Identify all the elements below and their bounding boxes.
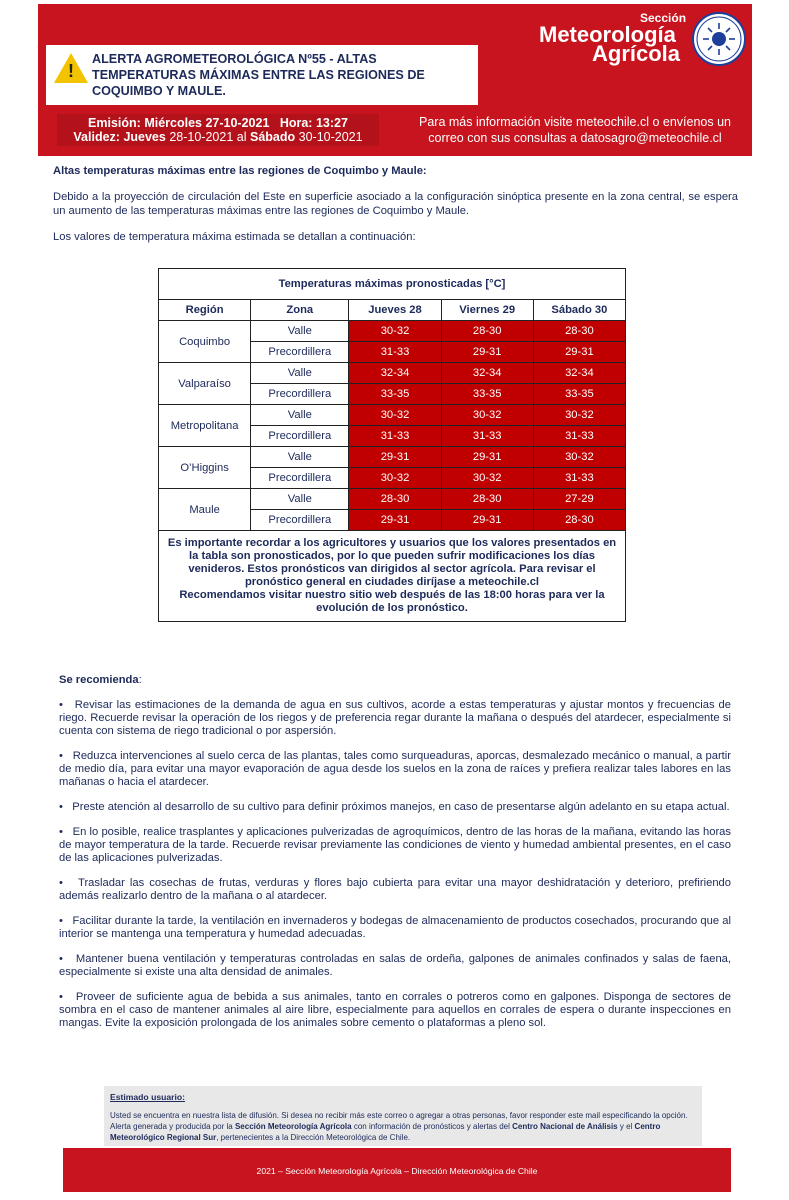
value-cell: 28-30	[533, 510, 625, 531]
values-intro: Los valores de temperatura máxima estimada se detallan a continuación:	[53, 231, 416, 243]
emission-line	[57, 116, 379, 130]
recommendation-text: Proveer de suficiente agua de bebida a sus animales, tanto en corrales o potreros como en galpones. Disponga de sectores de sombra en el caso de mantener animales al aire libre, especialmente para aquellos en corrales de espera o durante inspecciones en mangas. Evite la exposición prolongada de los animales sobre cemento o plataformas a pleno sol.	[59, 991, 731, 1029]
dmc-seal-icon	[694, 14, 744, 64]
notice-bold-2: Centro Nacional de Análisis	[512, 1122, 618, 1131]
value-cell: 31-33	[533, 426, 625, 447]
value-cell: 30-32	[441, 405, 533, 426]
value-cell: 30-32	[349, 468, 441, 489]
footer-text: 2021 – Sección Meteorología Agrícola – Dirección Meteorológica de Chile	[256, 1166, 538, 1176]
dmc-seal-logo	[692, 12, 746, 66]
zone-cell: Valle	[251, 405, 349, 426]
value-cell: 31-33	[349, 342, 441, 363]
region-cell: Valparaíso	[159, 363, 251, 405]
value-cell: 32-34	[441, 363, 533, 384]
intro-paragraph: Debido a la proyección de circulación del Este en superficie asociado a la configuración sinóptica presente en la zona central, se espera un aumento de las temperaturas máximas entre las regiones de Coquimbo y Maule.	[53, 191, 738, 217]
header-day-3: Sábado 30	[533, 300, 625, 321]
recommendations-section	[59, 674, 731, 1042]
recommendations-heading	[59, 674, 731, 687]
value-cell: 30-32	[441, 468, 533, 489]
validity-from-day: Jueves	[123, 130, 166, 144]
zone-cell: Valle	[251, 321, 349, 342]
emission-date: Miércoles 27-10-2021	[144, 116, 270, 130]
zone-cell: Precordillera	[251, 426, 349, 447]
alert-title: ALERTA AGROMETEOROLÓGICA Nº55 - ALTAS TEMPERATURAS MÁXIMAS ENTRE LAS REGIONES DE COQUIMBO Y MAULE.	[92, 52, 425, 98]
value-cell: 31-33	[349, 426, 441, 447]
intro-section	[53, 164, 738, 256]
emission-validity-box	[57, 114, 379, 146]
recommendation-item: • Mantener buena ventilación y temperaturas controladas en salas de ordeña, galpones de animales confinados y salas de faena, especialmente si existe una alta densidad de animales.	[59, 953, 731, 978]
brand-meteorologia: Meteorología	[539, 22, 676, 47]
contact-info-box	[408, 114, 742, 148]
recommendation-item: • Preste atención al desarrollo de su cultivo para definir próximos manejos, en caso de presentarse algún adelanto en su etapa actual.	[59, 801, 730, 813]
region-cell: Metropolitana	[159, 405, 251, 447]
value-cell: 30-32	[533, 447, 625, 468]
value-cell: 33-35	[349, 384, 441, 405]
validity-to-date: 30-10-2021	[298, 130, 363, 144]
zone-cell: Precordillera	[251, 384, 349, 405]
table-row	[159, 363, 626, 384]
value-cell: 31-33	[533, 468, 625, 489]
zone-cell: Valle	[251, 489, 349, 510]
value-cell: 28-30	[441, 321, 533, 342]
zone-cell: Precordillera	[251, 468, 349, 489]
recommendation-text: Mantener buena ventilación y temperaturas controladas en salas de ordeña, galpones de animales confinados y salas de faena, especialmente si existe una alta densidad de animales.	[59, 953, 731, 978]
notice-bold-3: Centro Meteorológico Regional Sur	[110, 1122, 661, 1142]
table-note-text: Es importante recordar a los agricultores y usuarios que los valores presentados en la tabla son pronosticados, por lo que pueden sufrir modificaciones los días venideros. Estos pronósticos van dirigidos al sector agrícola. Para revisar el pronóstico general en ciudades diríjase a meteochile.cl	[167, 537, 617, 588]
value-cell: 30-32	[533, 405, 625, 426]
value-cell: 30-32	[349, 321, 441, 342]
zone-cell: Precordillera	[251, 510, 349, 531]
validity-label: Validez:	[73, 130, 120, 144]
validity-from-date: 28-10-2021	[169, 130, 234, 144]
table-title: Temperaturas máximas pronosticadas [°C]	[159, 269, 626, 300]
value-cell: 30-32	[349, 405, 441, 426]
table-row	[159, 321, 626, 342]
value-cell: 29-31	[441, 510, 533, 531]
contact-info-text: Para más información visite meteochile.cl o envíenos un correo con sus consultas a datosagro@meteochile.cl	[419, 115, 731, 145]
zone-cell: Valle	[251, 363, 349, 384]
user-notice-box	[104, 1086, 702, 1146]
recommendation-text: Trasladar las cosechas de frutas, verduras y flores bajo cubierta para evitar una mayor deshidratación y deterioro, prefiriendo además realizarlo dentro de la mañana o al atardecer.	[59, 877, 731, 902]
value-cell: 29-31	[349, 510, 441, 531]
value-cell: 29-31	[349, 447, 441, 468]
table-note-recommendation: Recomendamos visitar nuestro sitio web después de las 18:00 horas para ver la evolución de los pronóstico.	[179, 589, 605, 614]
header-day-2: Viernes 29	[441, 300, 533, 321]
table-row	[159, 405, 626, 426]
value-cell: 28-30	[349, 489, 441, 510]
zone-cell: Valle	[251, 447, 349, 468]
value-cell: 29-31	[441, 447, 533, 468]
recommendation-text: Reduzca intervenciones al suelo cerca de las plantas, tales como surqueaduras, aporcas, desmalezado mecánico o manual, a partir de medio día, para evitar una mayor evaporación de agua desde los suelos en la zona de raíces y prefiera realizar tales labores en las mañanas o hacia el atardecer.	[59, 750, 732, 788]
recommendation-item: • Facilitar durante la tarde, la ventilación en invernaderos y bodegas de almacenamiento de productos cosechados, procurando que al interior se mantenga una temperatura y humedad adecuadas.	[59, 915, 731, 940]
recommendations-heading-colon: :	[138, 674, 142, 686]
user-notice-text	[110, 1110, 696, 1143]
temperature-table	[158, 268, 626, 622]
table-header-row	[159, 300, 626, 321]
recommendation-text: Revisar las estimaciones de la demanda de agua en sus cultivos, acorde a estas temperaturas y ajustar montos y frecuencias de riego. Recuerde revisar la operación de los riegos y de preferencia regar durante la mañana o después del atardecer, especialmente si cuenta con sistema de riego tradicional o por aspersión.	[59, 699, 731, 737]
table-note	[159, 531, 626, 622]
value-cell: 33-35	[533, 384, 625, 405]
validity-connector: al	[236, 130, 247, 144]
value-cell: 32-34	[533, 363, 625, 384]
value-cell: 31-33	[441, 426, 533, 447]
value-cell: 32-34	[349, 363, 441, 384]
intro-heading: Altas temperaturas máximas entre las regiones de Coquimbo y Maule:	[53, 165, 427, 177]
notice-bold-1: Sección Meteorología Agrícola	[234, 1122, 352, 1131]
recommendation-text: Facilitar durante la tarde, la ventilación en invernaderos y bodegas de almacenamiento de productos cosechados, procurando que al interior se mantenga una temperatura y humedad adecuadas.	[59, 915, 731, 940]
notice-text-4: , pertenecientes a la Dirección Meteorológica de Chile.	[216, 1133, 411, 1142]
value-cell: 28-30	[441, 489, 533, 510]
notice-text-3: y el	[617, 1122, 635, 1131]
table-row	[159, 489, 626, 510]
region-cell: O’Higgins	[159, 447, 251, 489]
value-cell: 33-35	[441, 384, 533, 405]
emission-label: Emisión:	[88, 116, 141, 130]
warning-exclamation-icon: !	[68, 61, 74, 81]
header-region: Región	[159, 300, 251, 321]
header-zone: Zona	[251, 300, 349, 321]
recommendation-text: Preste atención al desarrollo de su cultivo para definir próximos manejos, en caso de presentarse algún adelanto en su etapa actual.	[72, 801, 730, 813]
validity-line	[57, 130, 379, 144]
value-cell: 29-31	[533, 342, 625, 363]
user-notice-title: Estimado usuario:	[110, 1092, 185, 1102]
recommendation-item: • En lo posible, realice trasplantes y aplicaciones pulverizadas de agroquímicos, dentro de las horas de la mañana, evitando las horas de mayor temperatura de la tarde. Recuerde revisar previamente las condiciones de viento y humedad ambiental presentes, en el caso de las aplicaciones pulverizadas.	[59, 826, 731, 864]
recommendation-text: En lo posible, realice trasplantes y aplicaciones pulverizadas de agroquímicos, dentro de las horas de la mañana, evitando las horas de mayor temperatura de la tarde. Recuerde revisar previamente las condiciones de viento y humedad ambiental presentes, en el caso de las aplicaciones pulverizadas.	[59, 826, 731, 864]
recommendation-item: • Revisar las estimaciones de la demanda de agua en sus cultivos, acorde a estas temperaturas y ajustar montos y frecuencias de riego. Recuerde revisar la operación de los riegos y de preferencia regar durante la mañana o después del atardecer, especialmente si cuenta con sistema de riego tradicional o por aspersión.	[59, 699, 731, 737]
recommendations-heading-text: Se recomienda	[59, 674, 139, 686]
header-day-1: Jueves 28	[349, 300, 441, 321]
alert-title-box	[46, 45, 478, 105]
brand-agricola: Agrícola	[592, 41, 681, 66]
footer-banner	[63, 1148, 731, 1192]
recommendation-item: • Reduzca intervenciones al suelo cerca de las plantas, tales como surqueaduras, aporcas, desmalezado mecánico o manual, a partir de medio día, para evitar una mayor evaporación de agua desde los suelos en la zona de raíces y prefiera realizar tales labores en las mañanas o hacia el atardecer.	[59, 750, 732, 788]
region-cell: Maule	[159, 489, 251, 531]
region-cell: Coquimbo	[159, 321, 251, 363]
hour-label: Hora:	[279, 116, 313, 130]
table-row	[159, 447, 626, 468]
notice-text-1: Usted se encuentra en nuestra lista de difusión. Si desea no recibir más este correo o agregar a otras personas, favor responder este mail especificando la opción. Alerta generada y producida por la	[110, 1111, 688, 1131]
validity-to-day: Sábado	[249, 130, 296, 144]
value-cell: 28-30	[533, 321, 625, 342]
recommendation-item: • Trasladar las cosechas de frutas, verduras y flores bajo cubierta para evitar una mayor deshidratación y deterioro, prefiriendo además realizarlo dentro de la mañana o al atardecer.	[59, 877, 731, 902]
emission-hour: 13:27	[315, 116, 348, 130]
value-cell: 29-31	[441, 342, 533, 363]
brand-seccion: Sección	[640, 11, 687, 25]
recommendation-item: • Proveer de suficiente agua de bebida a sus animales, tanto en corrales o potreros como en galpones. Disponga de sectores de sombra en el caso de mantener animales al aire libre, especialmente para aquellos en corrales de espera o durante inspecciones en mangas. Evite la exposición prolongada de los animales sobre cemento o plataformas a pleno sol.	[59, 991, 731, 1029]
value-cell: 27-29	[533, 489, 625, 510]
notice-text-2: con información de pronósticos y alertas del	[351, 1122, 513, 1131]
zone-cell: Precordillera	[251, 342, 349, 363]
